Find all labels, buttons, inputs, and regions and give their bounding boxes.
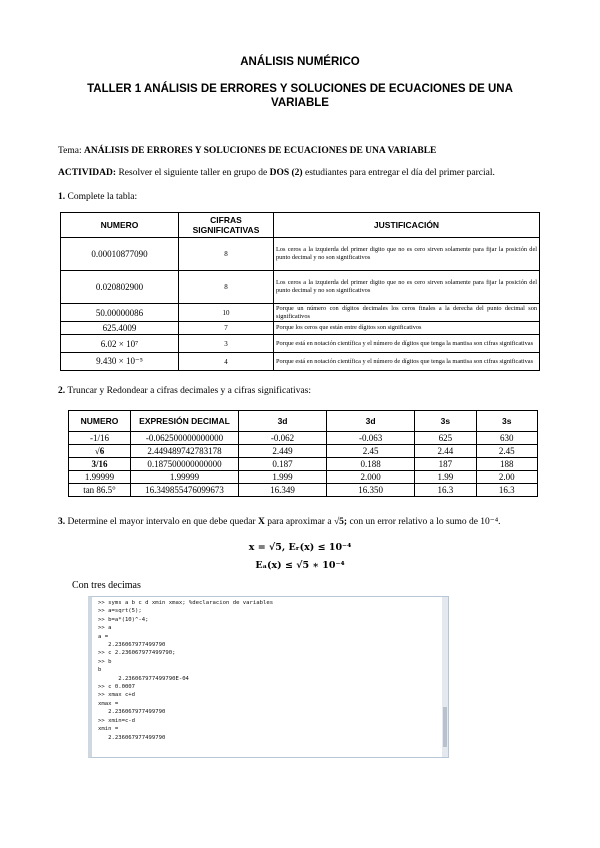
t2-cell: 630	[476, 432, 537, 445]
q1-text: Complete la tabla:	[67, 192, 138, 202]
t2-cell: 1.99	[415, 471, 476, 484]
t1-numero: 625.4009	[61, 322, 179, 335]
actividad-line	[58, 168, 495, 178]
doc-subtitle-line2: VARIABLE	[271, 97, 329, 109]
t2-cell: 1.99999	[131, 471, 239, 484]
t1-header-cifras: CIFRAS SIGNIFICATIVAS	[179, 213, 274, 238]
q2-text: Truncar y Redondear a cifras decimales y a cifras significativas:	[67, 386, 311, 396]
doc-title: ANÁLISIS NUMÉRICO	[240, 56, 360, 68]
console-line: >> xmax c+d	[98, 692, 136, 699]
t1-numero: 0.00010877090	[61, 238, 179, 271]
t1-justificacion: Los ceros a la izquierda del primer digito que no es cero sirven solamente para fijar la posición del punto decimal y no son significativos	[274, 238, 540, 271]
t2-cell: 2.449489742783178	[131, 445, 239, 458]
console-line: 2.236067977499790	[98, 642, 166, 649]
t1-justificacion: Porque está en notación científica y el número de dígitos que tenga la mantisa son cifras significativas	[274, 353, 540, 371]
q2-line	[58, 386, 311, 396]
table-row	[69, 445, 538, 458]
t2-cell: 16.349	[239, 484, 327, 497]
t2-cell: tan 86.5°	[69, 484, 131, 497]
console-scrollbar[interactable]	[442, 597, 448, 757]
t2-header-3s-round: 3s	[476, 411, 537, 432]
t1-justificacion: Porque los ceros que están entre dígitos son significativos	[274, 322, 540, 335]
t2-header-3d-round: 3d	[327, 411, 415, 432]
console-line: >> c 2.236067977499790;	[98, 650, 176, 657]
t1-header-justificacion: JUSTIFICACIÓN	[274, 213, 540, 238]
t2-cell: 16.350	[327, 484, 415, 497]
table-truncate-round	[68, 410, 538, 497]
console-line: >> a	[98, 625, 112, 632]
t2-cell: 2.45	[476, 445, 537, 458]
actividad-label: ACTIVIDAD:	[58, 168, 117, 178]
table-row	[69, 484, 538, 497]
t1-cifras: 10	[179, 304, 274, 322]
actividad-dos: DOS (2)	[269, 168, 303, 178]
console-line: >> b=a*(10)^-4;	[98, 616, 149, 623]
t2-cell: 187	[415, 458, 476, 471]
matlab-console-screenshot	[88, 596, 449, 758]
t2-cell: -0.063	[327, 432, 415, 445]
console-line: 2.236067977499790	[98, 734, 166, 741]
t1-justificacion: Porque está en notación científica y el número de dígitos que tenga la mantisa son cifras significativas	[274, 335, 540, 353]
t2-header-expresion: EXPRESIÓN DECIMAL	[131, 411, 239, 432]
t2-cell: 16.3	[476, 484, 537, 497]
t1-numero: 0.020802900	[61, 271, 179, 304]
t2-cell: √6	[69, 445, 131, 458]
t2-cell: 2.45	[327, 445, 415, 458]
equation-relative-error: x = √5, Eᵣ(x) ≤ 10⁻⁴	[248, 542, 352, 553]
t1-numero: 6.02 × 10⁷	[61, 335, 179, 353]
t2-cell: 188	[476, 458, 537, 471]
console-line: >> b	[98, 658, 112, 665]
table-row	[61, 238, 540, 271]
t1-justificacion: Los ceros a la izquierda del primer digito que no es cero sirven solamente para fijar la posición del punto decimal y no son significativos	[274, 271, 540, 304]
tema-line	[58, 146, 436, 156]
tema-value: ANÁLISIS DE ERRORES Y SOLUCIONES DE ECUACIONES DE UNA VARIABLE	[83, 146, 437, 156]
t2-cell: -1/16	[69, 432, 131, 445]
t2-cell: 2.000	[327, 471, 415, 484]
t2-cell: 2.44	[415, 445, 476, 458]
table-row	[69, 458, 538, 471]
q3-x: X	[257, 517, 265, 527]
table-row	[61, 271, 540, 304]
console-line: 2.236067977499790	[98, 709, 166, 716]
t2-header-3d-trunc: 3d	[239, 411, 327, 432]
t1-cifras: 7	[179, 322, 274, 335]
actividad-text1: Resolver el siguiente taller en grupo de	[118, 168, 268, 178]
t2-cell: 3/16	[69, 458, 131, 471]
console-line: >> xmin=c-d	[98, 717, 136, 724]
q3-number: 3.	[58, 517, 66, 527]
console-line: b	[98, 667, 102, 674]
t2-cell: 0.187	[239, 458, 327, 471]
t1-numero: 50.00000086	[61, 304, 179, 322]
console-line: >> a=sqrt(5);	[98, 608, 142, 615]
q1-line	[58, 192, 137, 202]
q3-text2: para aproximar a	[267, 517, 332, 527]
t2-cell: 0.187500000000000	[131, 458, 239, 471]
actividad-text2: estudiantes para entregar el día del primer parcial.	[304, 168, 495, 178]
table-row	[61, 304, 540, 322]
table-row	[69, 471, 538, 484]
console-line: >> syms a b c d xmin xmax; %declaracion de variables	[98, 600, 274, 606]
t2-cell: 1.999	[239, 471, 327, 484]
console-line: 2.236067977499790E-04	[98, 675, 189, 682]
q3-root: √5;	[333, 517, 348, 527]
t2-cell: 16.349855476099673	[131, 484, 239, 497]
t1-header-numero: NUMERO	[61, 213, 179, 238]
q1-number: 1.	[58, 192, 66, 202]
t2-cell: -0.062	[239, 432, 327, 445]
console-line: xmax =	[98, 700, 119, 707]
t2-cell: 2.449	[239, 445, 327, 458]
t1-cifras: 3	[179, 335, 274, 353]
t1-justificacion: Porque un número con dígitos decimales los ceros finales a la derecha del punto decimal son significativos	[274, 304, 540, 322]
console-scrollbar-thumb[interactable]	[443, 707, 447, 747]
t2-cell: 2.00	[476, 471, 537, 484]
tema-label: Tema:	[58, 146, 82, 156]
q2-number: 2.	[58, 386, 66, 396]
console-line: a =	[98, 633, 109, 640]
note-tres-decimas: Con tres decimas	[72, 580, 141, 591]
console-line: xmin =	[98, 726, 119, 733]
table-row	[69, 432, 538, 445]
q3-text1: Determine el mayor intervalo en que debe quedar	[67, 517, 256, 527]
console-line: >> c 0.0007	[98, 684, 136, 691]
t1-cifras: 8	[179, 271, 274, 304]
table-row	[61, 353, 540, 371]
t1-numero: 9.430 × 10⁻⁵	[61, 353, 179, 371]
t2-cell: 0.188	[327, 458, 415, 471]
t2-cell: 1.99999	[69, 471, 131, 484]
t2-header-3s-trunc: 3s	[415, 411, 476, 432]
q3-text3: con un error relativo a lo sumo de 10⁻⁴.	[349, 517, 501, 527]
doc-subtitle-line1: TALLER 1 ANÁLISIS DE ERRORES Y SOLUCIONES DE ECUACIONES DE UNA	[87, 83, 513, 95]
t2-cell: 16.3	[415, 484, 476, 497]
console-lines	[92, 597, 448, 742]
t1-cifras: 4	[179, 353, 274, 371]
t2-cell: 625	[415, 432, 476, 445]
t1-cifras: 8	[179, 238, 274, 271]
equation-absolute-error: Eₐ(x) ≤ √5 ∗ 10⁻⁴	[255, 560, 345, 571]
q3-line	[58, 516, 501, 527]
table-row	[61, 335, 540, 353]
t2-header-numero: NUMERO	[69, 411, 131, 432]
table-significant-figures	[60, 212, 540, 371]
table-row	[61, 322, 540, 335]
t2-cell: -0.062500000000000	[131, 432, 239, 445]
